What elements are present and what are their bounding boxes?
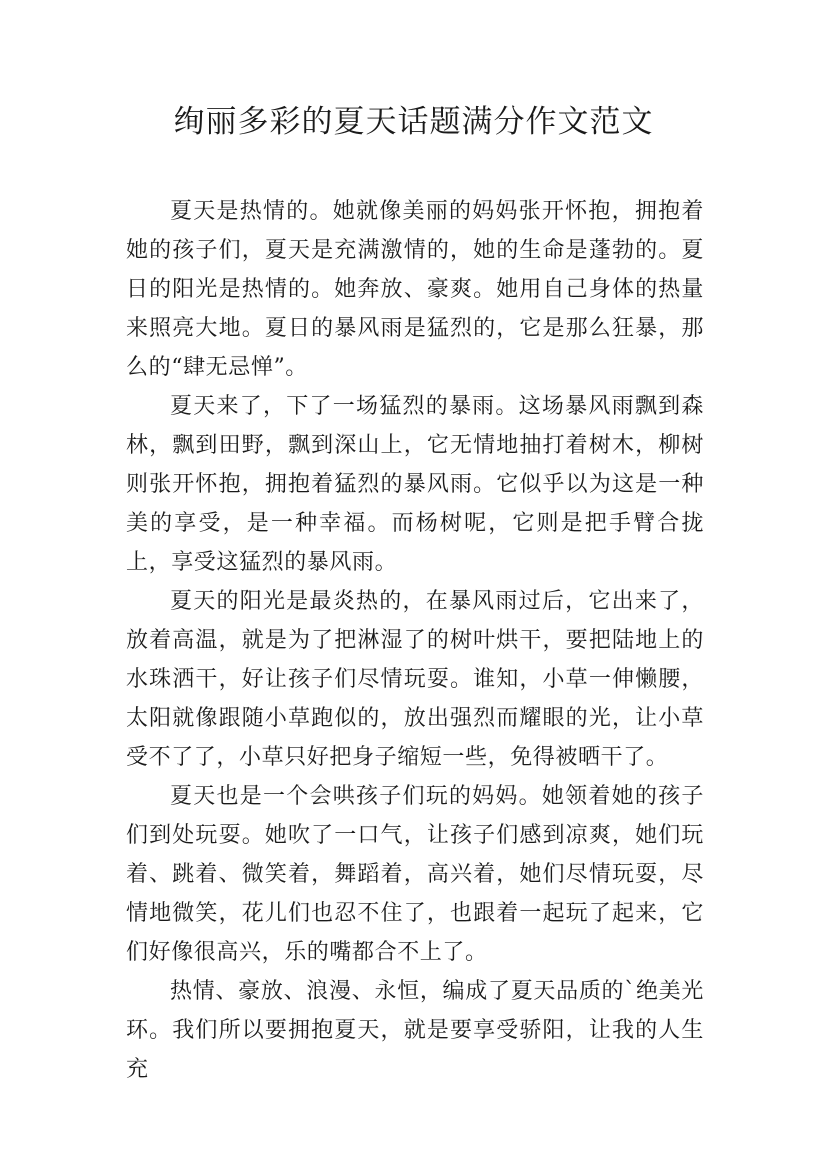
paragraph-2: 夏天来了，下了一场猛烈的暴雨。这场暴风雨飘到森林，飘到田野，飘到深山上，它无情地抽打着树木，柳树则张开怀抱，拥抱着猛烈的暴风雨。它似乎以为这是一种美的享受，是一种幸福。而杨树呢，它则是把手臂合拢上，享受这猛烈的暴风雨。 [126,394,704,575]
paragraph-1: 夏天是热情的。她就像美丽的妈妈张开怀抱，拥抱着她的孩子们，夏天是充满激情的，她的生命是蓬勃的。夏日的阳光是热情的。她奔放、豪爽。她用自己身体的热量来照亮大地。夏日的暴风雨是猛烈的，它是那么狂暴，那么的“肆无忌惮”。 [126,199,704,380]
document-title: 绚丽多彩的夏天话题满分作文范文 [173,104,654,140]
paragraph-4: 夏天也是一个会哄孩子们玩的妈妈。她领着她的孩子们到处玩耍。她吹了一口气，让孩子们感到凉爽，她们玩着、跳着、微笑着，舞蹈着，高兴着，她们尽情玩耍，尽情地微笑，花儿们也忍不住了，也跟着一起玩了起来，它们好像很高兴，乐的嘴都合不上了。 [126,784,704,965]
paragraph-3: 夏天的阳光是最炎热的，在暴风雨过后，它出来了，放着高温，就是为了把淋湿了的树叶烘干，要把陆地上的水珠洒干，好让孩子们尽情玩耍。谁知，小草一伸懒腰，太阳就像跟随小草跑似的，放出强烈而耀眼的光，让小草受不了了，小草只好把身子缩短一些，免得被晒干了。 [126,589,704,770]
document-body [126,192,704,1089]
paragraph-5: 热情、豪放、浪漫、永恒，编成了夏天品质的`绝美光环。我们所以要拥抱夏天，就是要享受骄阳，让我的人生充 [126,979,704,1082]
